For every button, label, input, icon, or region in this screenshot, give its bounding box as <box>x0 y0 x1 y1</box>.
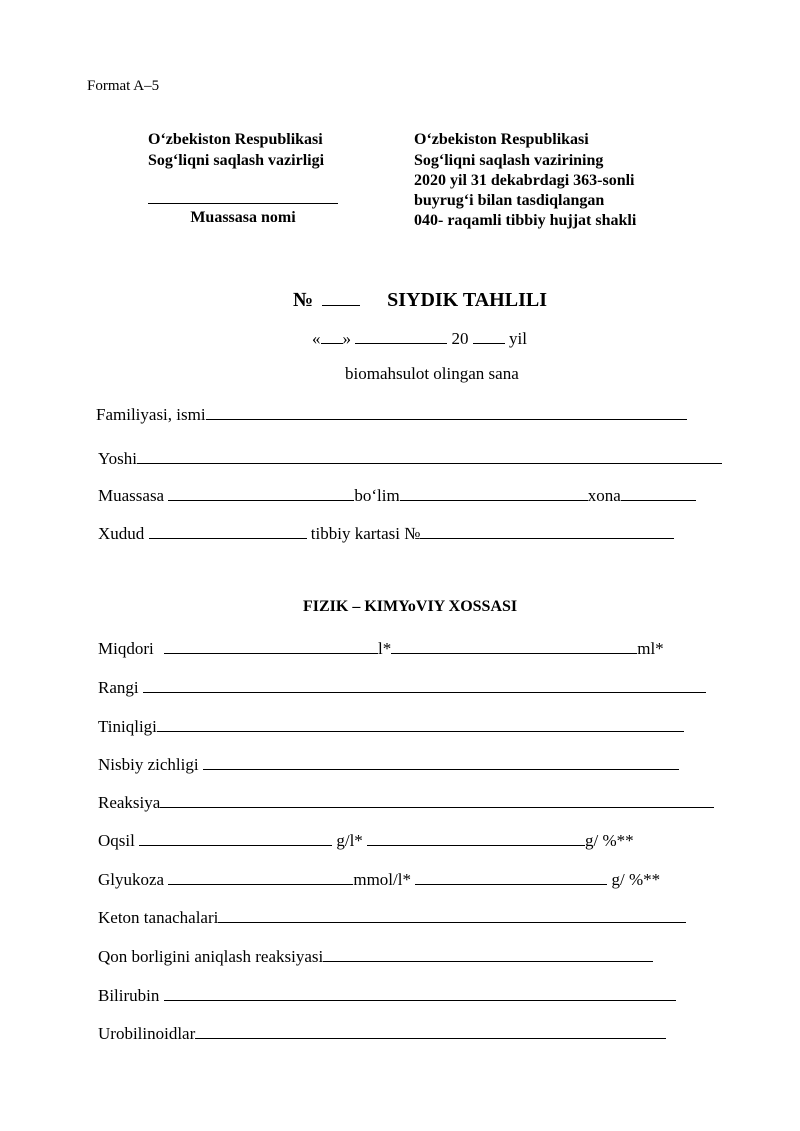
format-label: Format A–5 <box>87 78 160 94</box>
right-header-line4: buyrug‘i bilan tasdiqlangan <box>414 192 605 209</box>
document-title: SIYDIK TAHLILI <box>387 289 547 311</box>
document-number-field[interactable] <box>322 285 360 306</box>
department-field[interactable] <box>400 483 588 501</box>
date-caption: biomahsulot olingan sana <box>345 364 519 383</box>
institution-name-field[interactable] <box>148 187 338 204</box>
amount-liters-field[interactable] <box>164 636 378 654</box>
reaction-field[interactable] <box>160 790 714 808</box>
bilirubin-row: Bilirubin <box>98 983 676 1006</box>
room-field[interactable] <box>621 483 696 501</box>
name-field[interactable] <box>206 402 687 420</box>
month-field[interactable] <box>355 326 447 344</box>
left-header-line1: O‘zbekiston Respublikasi <box>148 131 323 148</box>
protein-gl-field[interactable] <box>139 828 332 846</box>
section-title: FIZIK – KIMYoVIY XOSSASI <box>303 598 518 615</box>
medical-card-field[interactable] <box>420 521 674 539</box>
institution-name-label: Muassasa nomi <box>190 209 296 226</box>
right-header-line5: 040- raqamli tibbiy hujjat shakli <box>414 212 637 229</box>
blood-reaction-row: Qon borligini aniqlash reaksiyasi <box>98 944 653 967</box>
right-header-line2: Sog‘liqni saqlash vazirining <box>414 152 604 169</box>
glucose-percent-field[interactable] <box>415 867 607 885</box>
number-sign: № <box>293 289 314 311</box>
title-row <box>293 285 547 312</box>
age-row: Yoshi <box>98 446 722 469</box>
blood-reaction-field[interactable] <box>323 944 653 962</box>
protein-percent-field[interactable] <box>367 828 585 846</box>
amount-ml-field[interactable] <box>391 636 637 654</box>
bilirubin-field[interactable] <box>164 983 676 1001</box>
ketones-field[interactable] <box>218 905 686 923</box>
name-row: Familiyasi, ismi <box>96 402 687 425</box>
density-row: Nisbiy zichligi <box>98 752 679 775</box>
region-field[interactable] <box>149 521 307 539</box>
date-line: « » 20 yil <box>312 326 527 349</box>
institution-field[interactable] <box>168 483 354 501</box>
right-header-line3: 2020 yil 31 dekabrdagi 363-sonli <box>414 172 635 189</box>
amount-row: Miqdori l* ml* <box>98 636 664 659</box>
glucose-mmol-field[interactable] <box>168 867 353 885</box>
urobilinoids-row: Urobilinoidlar <box>98 1021 666 1044</box>
region-row: Xudud tibbiy kartasi № <box>98 521 674 544</box>
clarity-field[interactable] <box>157 714 684 732</box>
color-field[interactable] <box>143 675 706 693</box>
left-header-line2: Sog‘liqni saqlash vazirligi <box>148 152 325 169</box>
reaction-row: Reaksiya <box>98 790 714 813</box>
color-row: Rangi <box>98 675 706 698</box>
urobilinoids-field[interactable] <box>195 1021 666 1039</box>
clarity-row: Tiniqligi <box>98 714 684 737</box>
right-header-line1: O‘zbekiston Respublikasi <box>414 131 589 148</box>
institution-row: Muassasa bo‘lim xona <box>98 483 696 506</box>
glucose-row: Glyukoza mmol/l* g/ %** <box>98 867 660 890</box>
age-field[interactable] <box>137 446 722 464</box>
protein-row: Oqsil g/l* g/ %** <box>98 828 634 851</box>
day-field[interactable] <box>321 326 343 344</box>
density-field[interactable] <box>203 752 679 770</box>
ketones-row: Keton tanachalari <box>98 905 686 928</box>
year-field[interactable] <box>473 326 505 344</box>
